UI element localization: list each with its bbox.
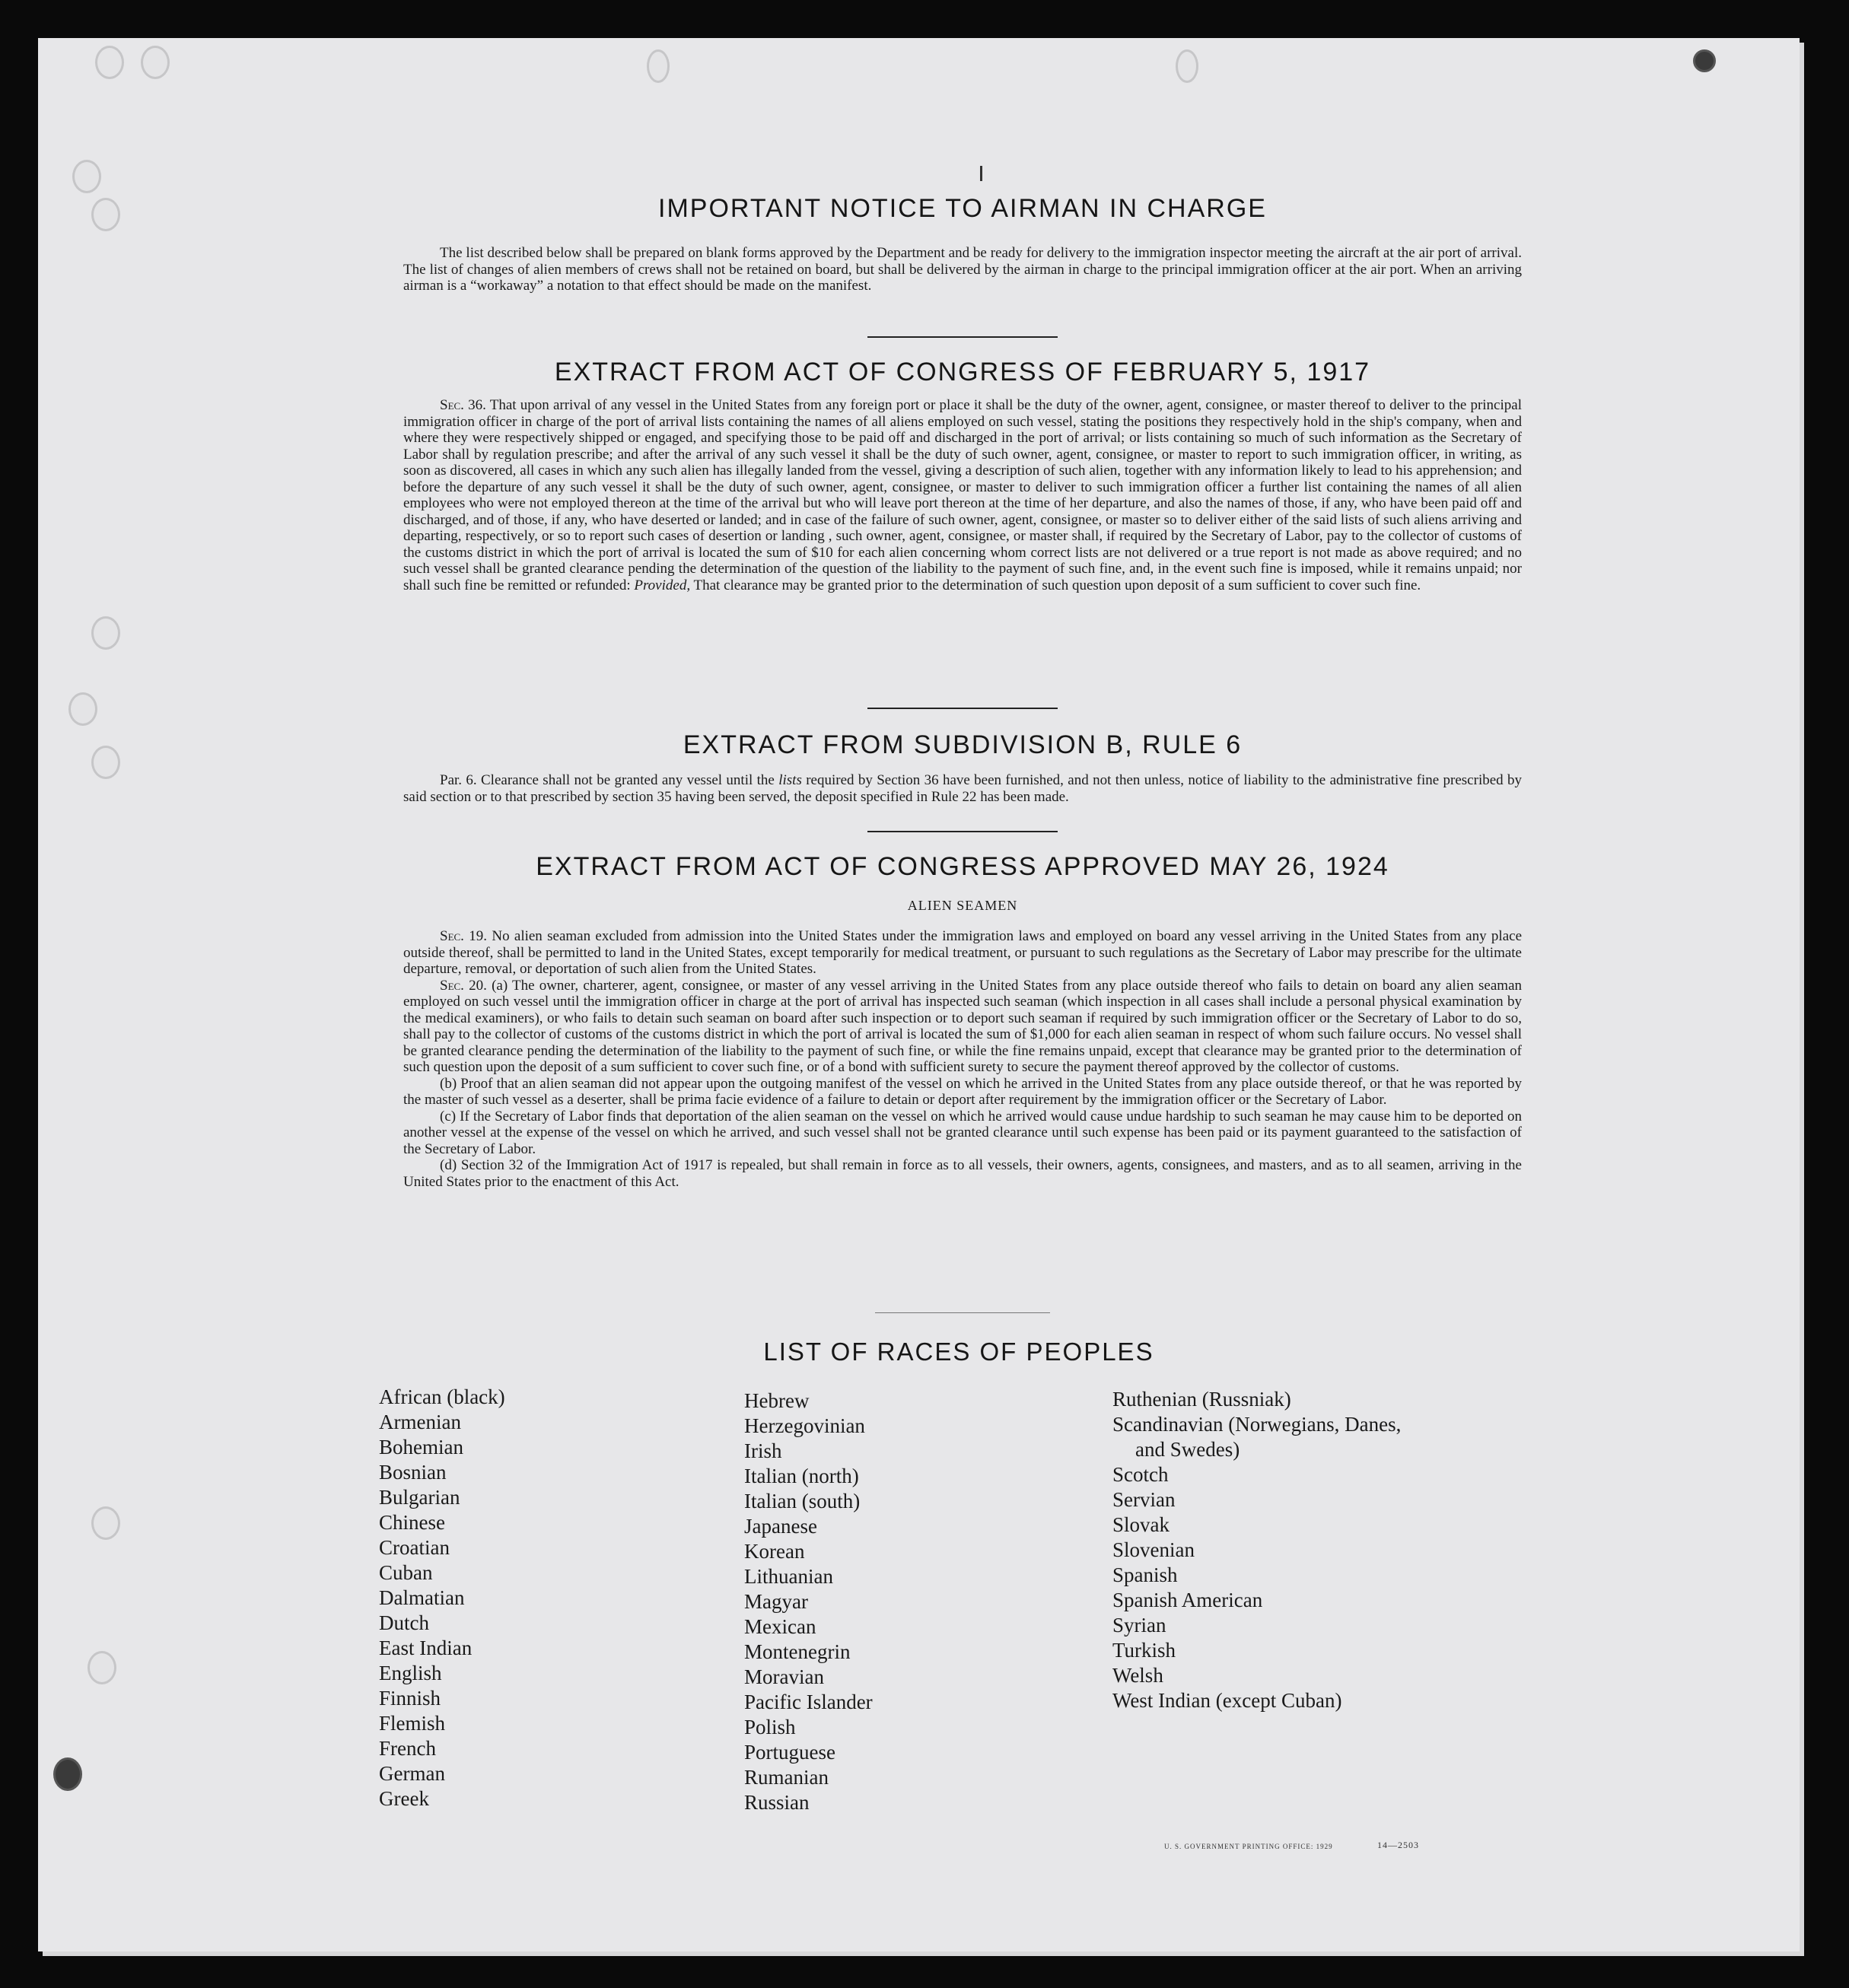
sec-20c-paragraph: (c) If the Secretary of Labor finds that deportation of the alien seaman on the vessel on which he arrived would cause undue hardship to such seaman he may cause him to be deported on another vessel at the expense of the vessel on which he arrived, and such vessel shall not be granted clearance until such expense has been paid or its payment guaranteed to the satisfaction of the Secretary of Labor. — [403, 1108, 1522, 1157]
race-item: French — [379, 1737, 436, 1760]
form-number: 14—2503 — [1377, 1840, 1419, 1850]
race-item: Italian (south) — [744, 1490, 861, 1512]
race-item: Russian — [744, 1791, 810, 1814]
notice-title: IMPORTANT NOTICE TO AIRMAN IN CHARGE — [658, 194, 1267, 223]
sec-20b-paragraph: (b) Proof that an alien seaman did not appear upon the outgoing manifest of the vessel on which he arrived in the United States from any place outside thereof, or that he was reported by the master of such vessel as a deserter, shall be prima facie evidence of a failure to detain or deport after requirement by the immigration officer or the Secretary of Labor. — [403, 1075, 1522, 1108]
section-divider — [875, 1312, 1050, 1313]
race-item: Slovenian — [1112, 1538, 1195, 1561]
race-item: Bohemian — [379, 1436, 463, 1458]
punch-hole — [91, 198, 120, 231]
race-item: Slovak — [1112, 1513, 1170, 1536]
punch-hole — [72, 160, 101, 193]
punch-hole — [88, 1651, 116, 1684]
races-title: LIST OF RACES OF PEOPLES — [763, 1338, 1154, 1366]
race-item: Turkish — [1112, 1639, 1176, 1662]
act-1924-text — [403, 928, 1522, 1190]
race-item: Spanish American — [1112, 1589, 1263, 1611]
race-item: Servian — [1112, 1488, 1176, 1511]
sec-19-paragraph — [403, 928, 1522, 978]
section-divider — [867, 336, 1058, 338]
race-item: East Indian — [379, 1637, 473, 1659]
punch-hole — [95, 46, 124, 79]
punch-hole — [91, 616, 120, 650]
race-item: Flemish — [379, 1712, 446, 1735]
sec-19-text: No alien seaman excluded from admission into the United States under the immigration laws and employed on board any vessel arriving in the United States from any place outside thereof, shall be permitted to land in the United States, except temporarily for medical treatment, or pursuant to such regulations as the Secretary of Labor may prescribe for the ultimate departure, removal, or deportation of such alien from the United States. — [403, 928, 1523, 977]
race-item: Finnish — [379, 1687, 441, 1710]
notice-paragraph: The list described below shall be prepared on blank forms approved by the Department and be ready for delivery to the immigration inspector meeting the aircraft at the air port of arrival. The list of changes of alien members of crews shall not be retained on board, but shall be delivered by the airman in charge to the principal immigration officer at the air port. When an arriving airman is a “workaway” a notation to that effect should be made on the manifest. — [403, 245, 1522, 294]
act-1917-title: EXTRACT FROM ACT OF CONGRESS OF FEBRUARY 5, 1917 — [554, 358, 1371, 386]
race-item: English — [379, 1662, 442, 1684]
rule-6-text — [403, 772, 1522, 805]
punch-hole — [68, 692, 97, 726]
sec-19-label: Sec. 19. — [440, 928, 488, 944]
race-item: West Indian (except Cuban) — [1112, 1689, 1342, 1712]
section-divider — [867, 708, 1058, 709]
race-item: Herzegovinian — [744, 1414, 865, 1437]
rule-6-title: EXTRACT FROM SUBDIVISION B, RULE 6 — [683, 730, 1243, 759]
race-item: Scotch — [1112, 1463, 1169, 1486]
printer-imprint: U. S. GOVERNMENT PRINTING OFFICE: 1929 — [1164, 1843, 1333, 1850]
race-item: Dutch — [379, 1611, 429, 1634]
sec-36-text: That upon arrival of any vessel in the United States from any foreign port or place it shall be the duty of the owner, agent, consignee, or master thereof to deliver to the principal immigration officer in charge of the port of arrival lists containing the names of all aliens employed on such vessel, stating the positions they respectively hold in the ship's company, when and where they were respectively shipped or engaged, and specifying those to be paid off and discharged in the port of arrival; or lists containing so much of such information as the Secretary of Labor shall by regulation prescribe; and after the arrival of any such vessel it shall be the duty of such owner, agent, consignee, or master to report to such immigration officer, in writing, as soon as discovered, all cases in which any such alien has illegally landed from the vessel, giving a description of such alien, together with any information likely to lead to his apprehension; and before the departure of any such vessel it shall be the duty of such owner, agent, consignee, or master to deliver to such immigration officer a further list containing the names of all alien employees who were not employed thereon at the time of the arrival but who will leave port thereon at the time of her departure, and also the names of those, if any, who have been paid off and discharged, and of those, if any, who have deserted or landed; and in case of the failure of such owner, agent, consignee, or master so to deliver either of the said lists of such aliens arriving and departing, respectively, or so to report such cases of desertion or landing , such owner, agent, consignee, or master shall, if required by the Secretary of Labor, pay to the collector of customs of the customs district in which the port of arrival is located the sum of $10 for each alien concerning whom correct lists are not delivered or a true report is not made as above required; and no such vessel shall be granted clearance pending the determination of the question of the liability to the payment of such fine, and, in the event such fine is imposed, while it remains unpaid; nor shall such fine be remitted or refunded: — [403, 397, 1522, 593]
race-item: German — [379, 1762, 445, 1785]
race-item: Dalmatian — [379, 1586, 465, 1609]
race-item: African (black) — [379, 1385, 505, 1408]
sec-36-paragraph — [403, 397, 1522, 593]
race-item: Welsh — [1112, 1664, 1163, 1687]
notice-text — [403, 245, 1522, 294]
tick-mark — [980, 166, 982, 181]
race-item: Ruthenian (Russniak) — [1112, 1388, 1291, 1411]
sec-20a-paragraph — [403, 978, 1522, 1076]
proviso-text: That clearance may be granted prior to the determination of such question upon deposit of a sum sufficient to cover such fine. — [693, 577, 1421, 593]
race-item: Mexican — [744, 1615, 816, 1638]
races-column-2 — [744, 1388, 873, 1815]
race-item: Armenian — [379, 1411, 461, 1433]
punch-hole — [141, 46, 170, 79]
race-item: Greek — [379, 1787, 429, 1810]
punch-hole — [91, 1506, 120, 1540]
race-item: Portuguese — [744, 1741, 835, 1764]
race-item: Spanish — [1112, 1563, 1178, 1586]
race-item: Pacific Islander — [744, 1691, 873, 1713]
sec-20-label: Sec. 20. — [440, 977, 487, 994]
race-item: Cuban — [379, 1561, 433, 1584]
race-item: Polish — [744, 1716, 796, 1738]
par-6-text-a: Par. 6. Clearance shall not be granted any vessel until the — [440, 772, 775, 788]
sec-20d-paragraph: (d) Section 32 of the Immigration Act of 1917 is repealed, but shall remain in force as to all vessels, their owners, agents, consignees, and masters, and as to all seamen, arriving in the United States prior to the enactment of this Act. — [403, 1157, 1522, 1190]
par-6-paragraph — [403, 772, 1522, 805]
race-item: Scandinavian (Norwegians, Danes, — [1112, 1413, 1402, 1436]
races-column-1 — [379, 1385, 505, 1811]
race-item: Rumanian — [744, 1766, 829, 1789]
race-item: Magyar — [744, 1590, 808, 1613]
punch-hole — [647, 49, 670, 83]
race-item: Montenegrin — [744, 1640, 851, 1663]
act-1917-text — [403, 397, 1522, 593]
race-item: Chinese — [379, 1511, 445, 1534]
punch-hole — [1176, 49, 1198, 83]
race-item: Bosnian — [379, 1461, 447, 1484]
punch-hole — [91, 746, 120, 779]
race-item-continuation: and Swedes) — [1135, 1438, 1240, 1461]
race-item: Croatian — [379, 1536, 450, 1559]
race-item: Japanese — [744, 1515, 817, 1538]
race-item: Irish — [744, 1439, 782, 1462]
section-divider — [867, 831, 1058, 832]
lists-word: lists — [778, 772, 802, 788]
race-item: Korean — [744, 1540, 805, 1563]
race-item: Lithuanian — [744, 1565, 833, 1588]
act-1924-subtitle: ALIEN SEAMEN — [907, 898, 1018, 913]
proviso-word: Provided, — [634, 577, 691, 593]
race-item: Syrian — [1112, 1614, 1166, 1637]
sec-20a-text: (a) The owner, charterer, agent, consignee, or master of any vessel arriving in the United States from any place outside thereof who fails to detain on board any alien seaman employed on such vessel until the immigration officer in charge at the port of arrival has inspected such seaman (which inspection in all cases shall include a personal physical examination by the medical examiners), or who fails to detain such seaman on board after such inspection or to deport such seaman if required by such immigration officer or the Secretary of Labor to do so, shall pay to the collector of customs of the customs district in which the port of arrival is located the sum of $1,000 for each alien seaman in respect of whom such failure occurs. No vessel shall be granted clearance pending the determination of the liability to the payment of such fine, or while the fine remains unpaid, except that clearance may be granted prior to the determination of such question upon the deposit of a sum sufficient to cover such fine, or of a bond with sufficient surety to secure the payment thereof approved by the collector of customs. — [403, 977, 1523, 1075]
races-column-3 — [1112, 1387, 1401, 1713]
punch-hole — [53, 1757, 82, 1791]
race-item: Moravian — [744, 1665, 824, 1688]
sec-36-label: Sec. 36. — [440, 397, 486, 413]
punch-hole — [1693, 49, 1716, 72]
race-item: Italian (north) — [744, 1465, 859, 1487]
act-1924-title: EXTRACT FROM ACT OF CONGRESS APPROVED MAY 26, 1924 — [536, 852, 1389, 881]
race-item: Hebrew — [744, 1389, 810, 1412]
par-6-text-b: required by Section 36 have been furnished, and not then unless, notice of liability to the administrative fine prescribed by said section or to that prescribed by section 35 having been served, the deposit specified in Rule 22 has been made. — [403, 772, 1523, 805]
document-page — [38, 38, 1800, 1951]
race-item: Bulgarian — [379, 1486, 460, 1509]
